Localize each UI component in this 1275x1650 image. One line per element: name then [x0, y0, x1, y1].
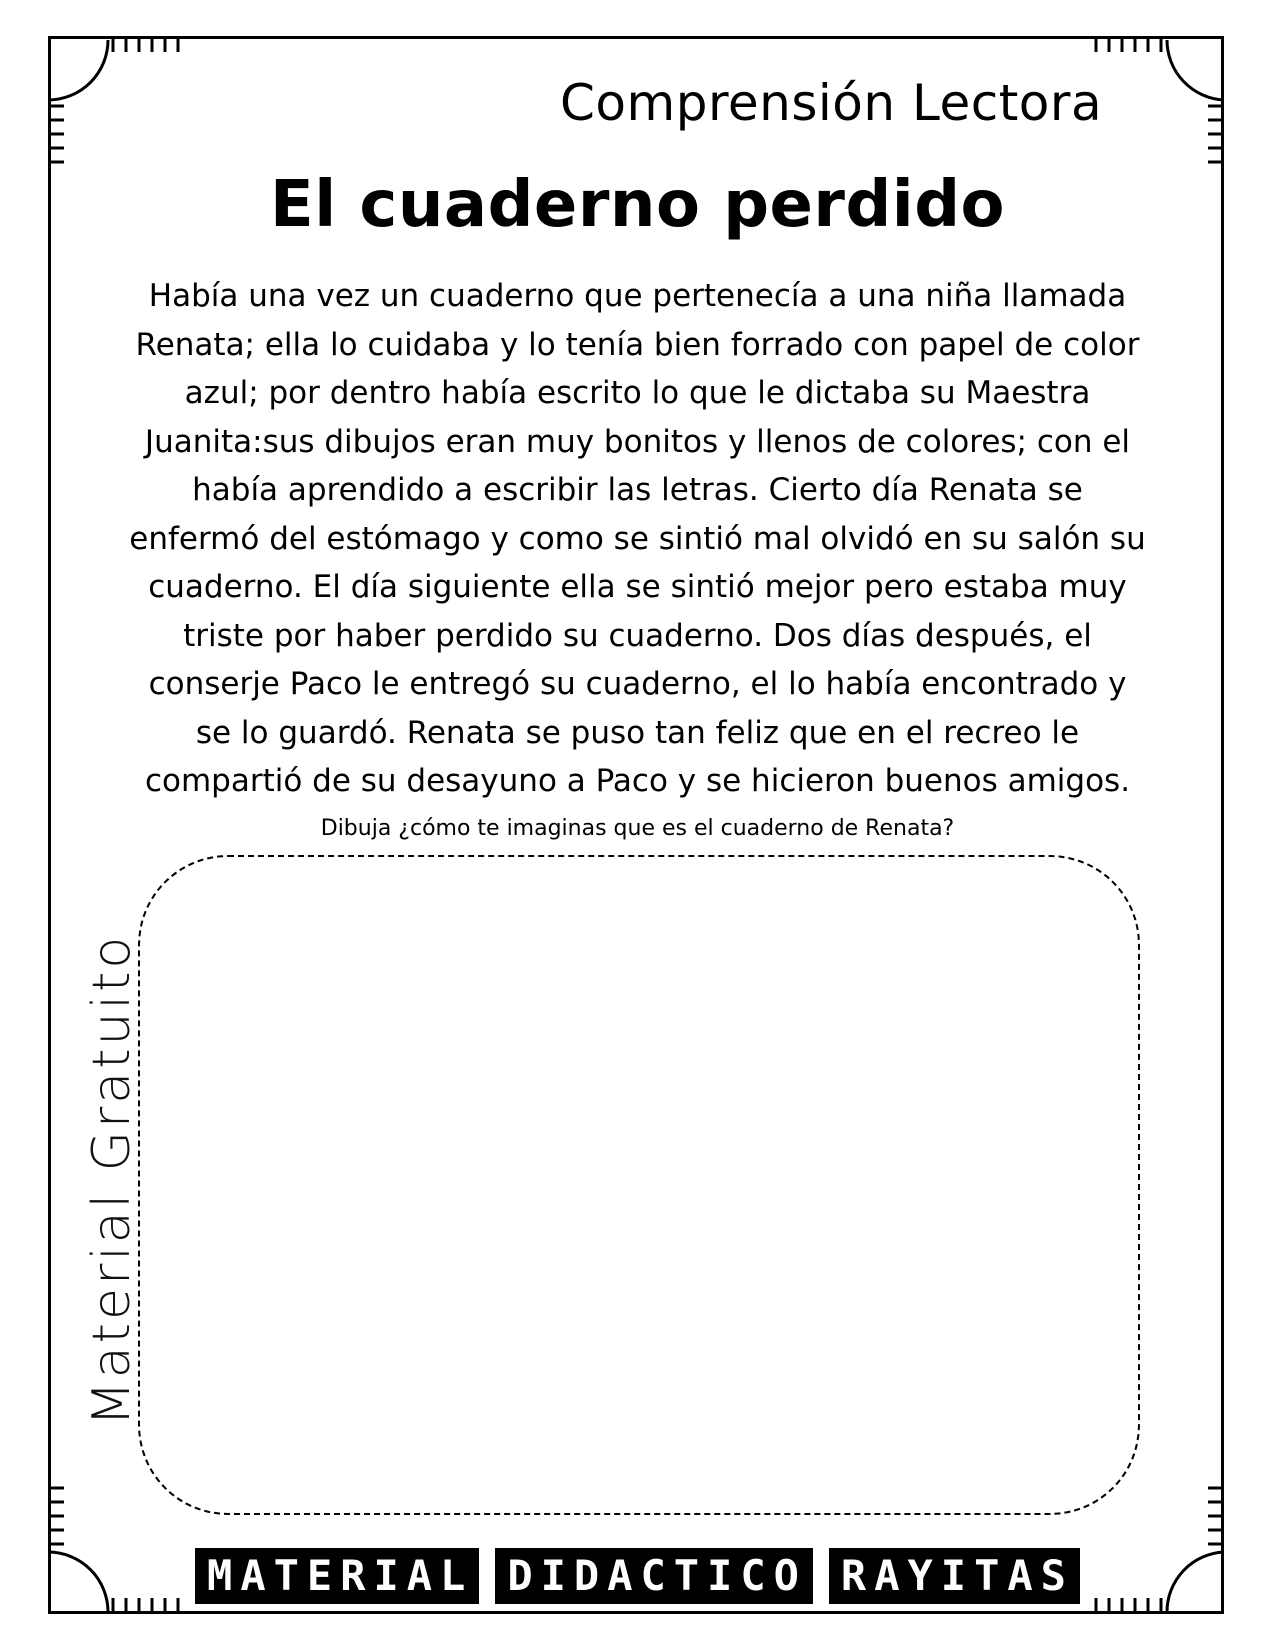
- story-line: cuaderno. El día siguiente ella se sintió mejor pero estaba muy: [148, 569, 1127, 605]
- section-label: Comprensión Lectora: [560, 74, 1103, 132]
- story-line: Renata; ella lo cuidaba y lo tenía bien forrado con papel de color: [135, 326, 1140, 363]
- story-line: Había una vez un cuaderno que pertenecía a una niña llamada: [148, 278, 1127, 314]
- story-line: enfermó del estómago y como se sintió mal olvidó en su salón su: [129, 520, 1146, 557]
- story-line: conserje Paco le entregó su cuaderno, el lo había encontrado y: [148, 666, 1127, 702]
- story-line: triste por haber perdido su cuaderno. Dos días después, el: [183, 617, 1092, 654]
- footer-word: MATERIAL: [195, 1548, 479, 1604]
- footer-banner: [0, 1548, 1275, 1604]
- story-text: [100, 272, 1175, 806]
- page-title: El cuaderno perdido: [269, 168, 1006, 242]
- story-line: Juanita:sus dibujos eran muy bonitos y llenos de colores; con el: [144, 423, 1131, 460]
- footer-word: DIDACTICO: [495, 1548, 813, 1604]
- story-line: azul; por dentro había escrito lo que le dictaba su Maestra: [184, 375, 1091, 411]
- story-line: se lo guardó. Renata se puso tan feliz que en el recreo le: [195, 714, 1080, 751]
- drawing-area[interactable]: [138, 855, 1140, 1515]
- story-line: había aprendido a escribir las letras. Cierto día Renata se: [192, 472, 1083, 508]
- footer-word: RAYITAS: [829, 1548, 1080, 1604]
- side-watermark-label: Material Gratuito: [82, 933, 142, 1427]
- story-line: compartió de su desayuno a Paco y se hicieron buenos amigos.: [144, 763, 1131, 799]
- drawing-prompt: Dibuja ¿cómo te imaginas que es el cuaderno de Renata?: [320, 816, 955, 841]
